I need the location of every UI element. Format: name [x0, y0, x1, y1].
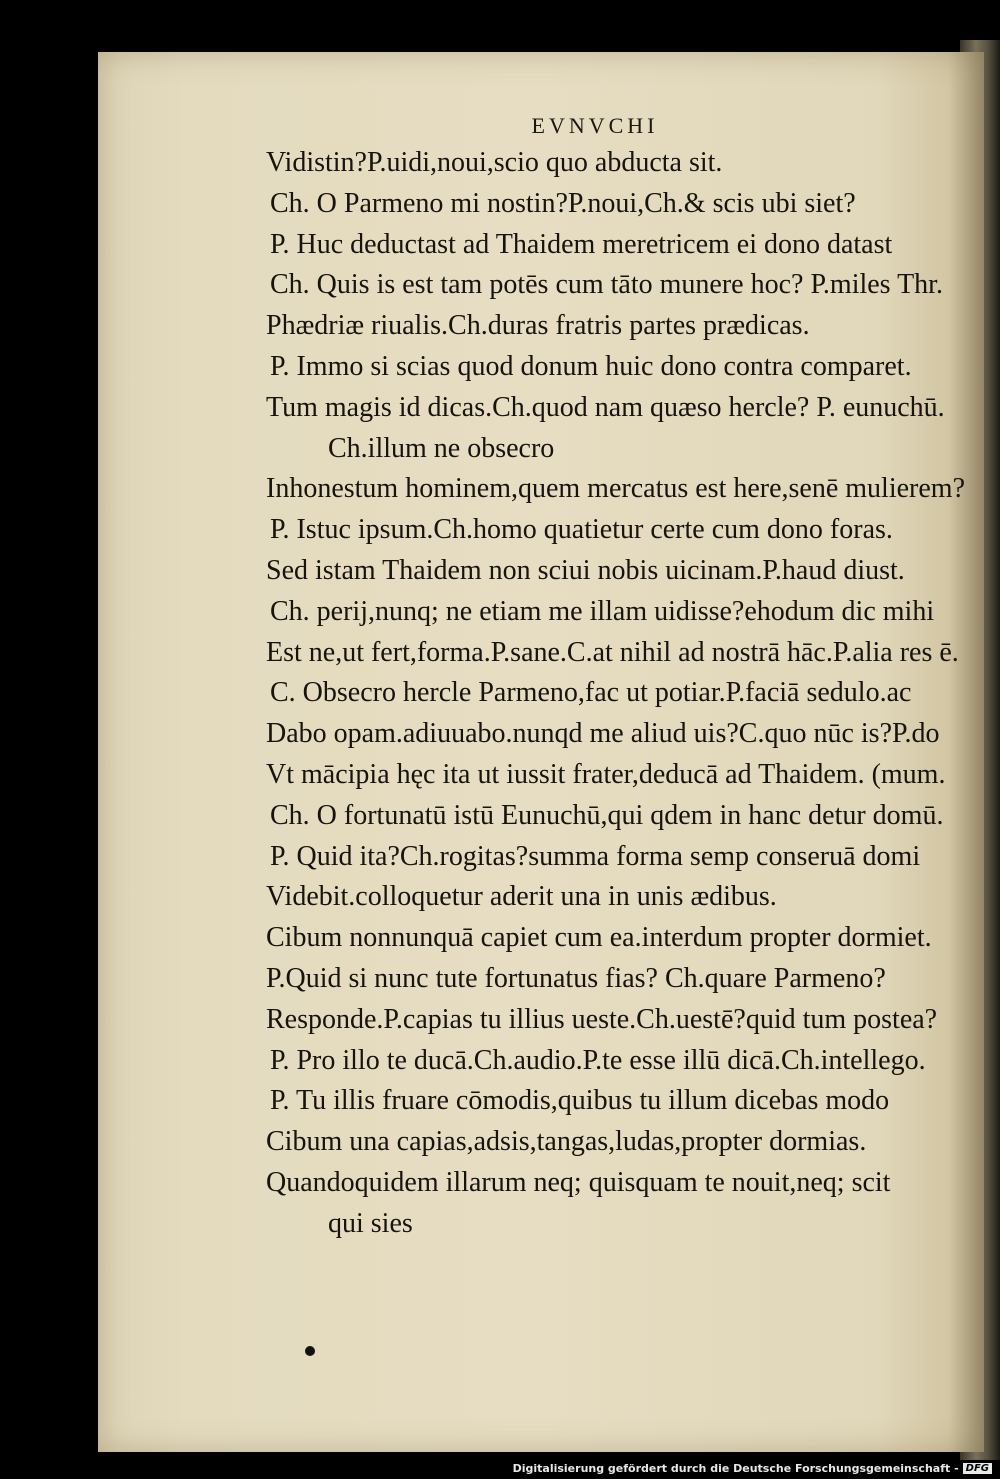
text-line: Ch. perij,nunq; ne etiam me illam uidisse?ehodum dic mihi: [270, 595, 935, 627]
text-line: Cibum nonnunquā capiet cum ea.interdum propter dormiet.: [266, 922, 932, 954]
text-line: Vidistin?P.uidi,noui,scio quo abducta sit.: [266, 147, 723, 178]
text-line: Sed istam Thaidem non sciui nobis uicinam.P.haud diust.: [266, 554, 905, 586]
text-line: Tum magis id dicas.Ch.quod nam quæso hercle? P. eunuchū.: [266, 391, 945, 423]
text-line: P. Pro illo te ducā.Ch.audio.P.te esse illū dicā.Ch.intellego.: [270, 1044, 926, 1076]
text-line: Vt mācipia hęc ita ut iussit frater,deducā ad Thaidem. (mum.: [266, 758, 946, 790]
text-line: Cibum una capias,adsis,tangas,ludas,propter dormias.: [266, 1126, 867, 1158]
page-text: [266, 143, 966, 1245]
text-line: Phædriæ riualis.Ch.duras fratris partes prædicas.: [266, 310, 810, 342]
text-line: Ch. O Parmeno mi nostin?P.noui,Ch.& scis ubi siet?: [270, 187, 856, 219]
text-line: P. Tu illis fruare cōmodis,quibus tu illum dicebas modo: [270, 1085, 890, 1117]
text-line: Videbit.colloquetur aderit una in unis ædibus.: [266, 881, 777, 913]
digitization-credit: [513, 1462, 992, 1475]
running-title: EVNVCHI: [531, 113, 659, 138]
text-line: Est ne,ut fert,forma.P.sane.C.at nihil ad nostrā hāc.P.alia res ē.: [266, 636, 959, 668]
text-line: Ch.illum ne obsecro: [328, 432, 555, 464]
dfg-logo: DFG: [963, 1463, 992, 1474]
text-line: Dabo opam.adiuuabo.nunqd me aliud uis?C.quo nūc is?P.do: [266, 718, 940, 750]
text-line: C. Obsecro hercle Parmeno,fac ut potiar.P.faciā sedulo.ac: [270, 677, 912, 709]
text-line: P. Huc deductast ad Thaidem meretricem ei dono datast: [270, 228, 893, 260]
text-line: Quandoquidem illarum neq; quisquam te nouit,neq; scit: [266, 1166, 891, 1198]
text-line: P. Immo si scias quod donum huic dono contra comparet.: [270, 350, 912, 382]
text-line: Ch. O fortunatū istū Eunuchū,qui qdem in hanc detur domū.: [270, 799, 944, 831]
ink-dot: [305, 1346, 315, 1356]
text-line: Responde.P.capias tu illius ueste.Ch.uestē?quid tum postea?: [266, 1003, 938, 1035]
text-line: Inhonestum hominem,quem mercatus est here,senē mulierem?: [266, 473, 966, 505]
text-line: qui sies: [328, 1207, 413, 1239]
text-line: P.Quid si nunc tute fortunatus fias? Ch.quare Parmeno?: [266, 962, 886, 994]
text-line: Ch. Quis is est tam potēs cum tāto munere hoc? P.miles Thr.: [270, 269, 943, 301]
credit-text: Digitalisierung gefördert durch die Deutsche Forschungsgemeinschaft -: [512, 1462, 959, 1475]
text-line: P. Istuc ipsum.Ch.homo quatietur certe cum dono foras.: [270, 514, 893, 546]
text-line: P. Quid ita?Ch.rogitas?summa forma semp conseruā domi: [270, 840, 921, 872]
